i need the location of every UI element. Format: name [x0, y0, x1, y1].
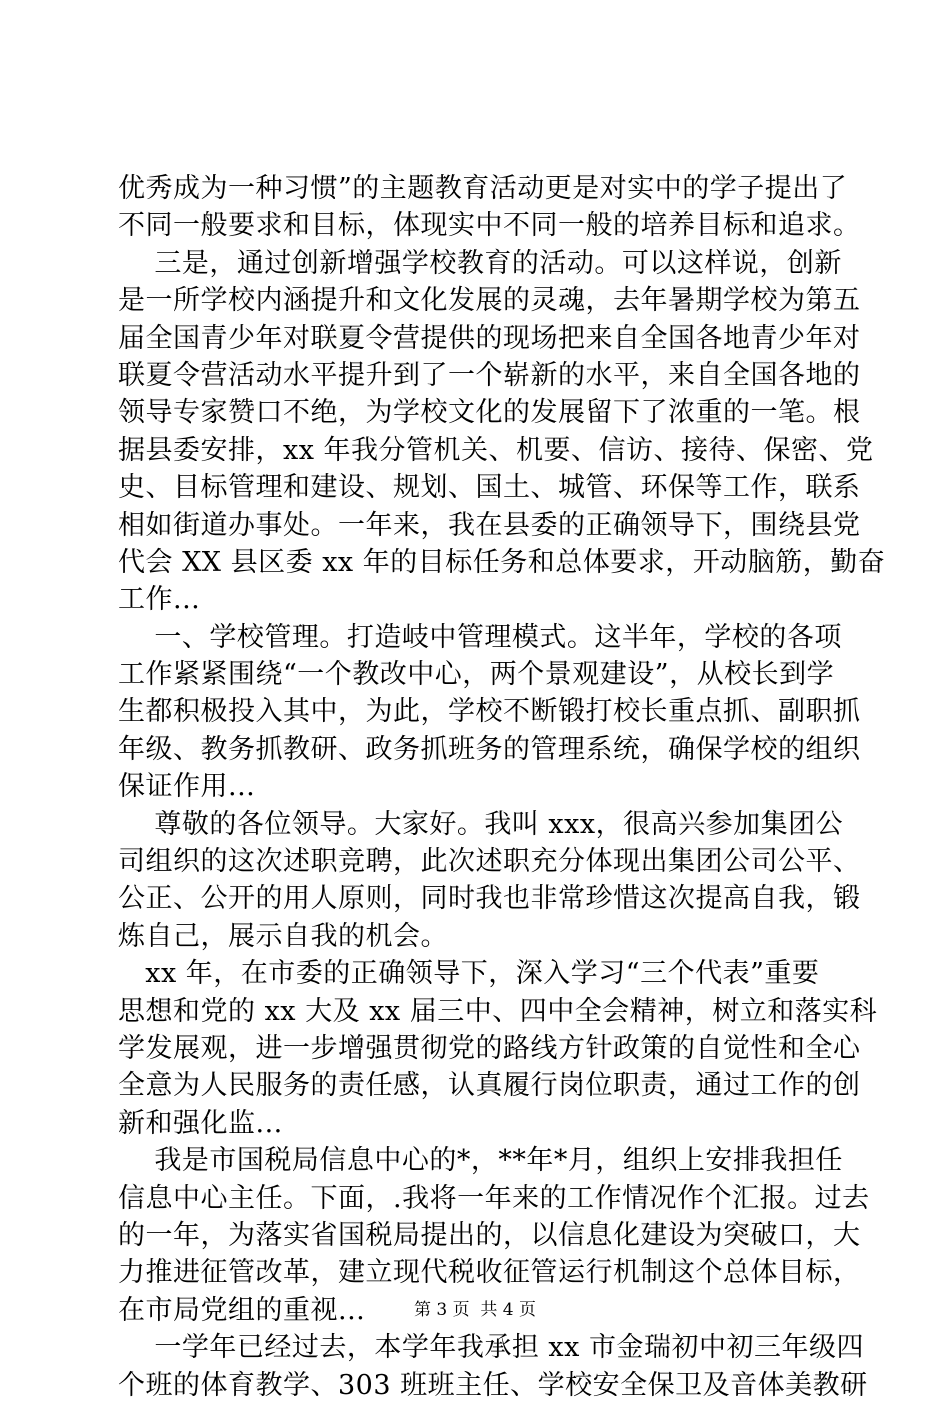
text-line: 公正、公开的用人原则，同时我也非常珍惜这次提高自我，锻: [118, 883, 861, 915]
text-line: 保证作用...: [118, 771, 256, 803]
text-line: 工作...: [118, 584, 201, 616]
text-line: 相如街道办事处。一年来，我在县委的正确领导下，围绕县党: [118, 509, 861, 541]
text-line: 力推进征管改革，建立现代税收征管运行机制这个总体目标，: [118, 1257, 861, 1289]
text-line: 一学年已经过去，本学年我承担 xx 市金瑞初中初三年级四: [118, 1332, 864, 1364]
text-line: 领导专家赞口不绝，为学校文化的发展留下了浓重的一笔。根: [118, 397, 861, 429]
text-line: 全意为人民服务的责任感，认真履行岗位职责，通过工作的创: [118, 1070, 861, 1102]
text-line: xx 年，在市委的正确领导下，深入学习“三个代表”重要: [118, 958, 820, 990]
text-line: 史、目标管理和建设、规划、国土、城管、环保等工作，联系: [118, 472, 861, 504]
document-body: [118, 170, 886, 1404]
text-line: 联夏令营活动水平提升到了一个崭新的水平，来自全国各地的: [118, 359, 861, 391]
text-line: 三是，通过创新增强学校教育的活动。可以这样说，创新: [118, 247, 842, 279]
text-line: 个班的体育教学、303 班班主任、学校安全保卫及音体美教研: [118, 1369, 868, 1401]
text-line: 在市局党组的重视...: [118, 1294, 366, 1326]
text-line: 据县委安排，xx 年我分管机关、机要、信访、接待、保密、党: [118, 434, 874, 466]
text-line: 优秀成为一种习惯”的主题教育活动更是对实中的学子提出了: [118, 173, 848, 204]
text-line: 我是市国税局信息中心的*，**年*月，组织上安排我担任: [118, 1145, 843, 1177]
text-line: 年级、教务抓教研、政务抓班务的管理系统，确保学校的组织: [118, 733, 861, 765]
text-line: 不同一般要求和目标，体现实中不同一般的培养目标和追求。: [118, 210, 861, 242]
page-number-footer: 第 3 页 共 4 页: [413, 1300, 537, 1320]
text-line: 一、学校管理。打造岐中管理模式。这半年，学校的各项: [118, 621, 842, 653]
text-line: 新和强化监...: [118, 1107, 283, 1139]
text-line: 届全国青少年对联夏令营提供的现场把来自全国各地青少年对: [118, 322, 861, 354]
text-line: 学发展观，进一步增强贯彻党的路线方针政策的自觉性和全心: [118, 1032, 861, 1064]
text-line: 的一年，为落实省国税局提出的，以信息化建设为突破口，大: [118, 1219, 861, 1251]
text-line: 生都积极投入其中，为此，学校不断锻打校长重点抓、副职抓: [118, 696, 861, 728]
text-line: 司组织的这次述职竞聘，此次述职充分体现出集团公司公平、: [118, 846, 861, 878]
text-line: 代会 XX 县区委 xx 年的目标任务和总体要求，开动脑筋，勤奋: [118, 546, 886, 578]
text-line: 思想和党的 xx 大及 xx 届三中、四中全会精神，树立和落实科: [118, 995, 878, 1027]
text-line: 是一所学校内涵提升和文化发展的灵魂，去年暑期学校为第五: [118, 285, 861, 317]
text-line: 尊敬的各位领导。大家好。我叫 xxx，很高兴参加集团公: [118, 808, 844, 840]
text-line: 炼自己，展示自我的机会。: [118, 920, 448, 952]
text-line: 信息中心主任。下面，.我将一年来的工作情况作个汇报。过去: [118, 1182, 870, 1214]
text-line: 工作紧紧围绕“一个教改中心，两个景观建设”，从校长到学: [118, 659, 835, 691]
